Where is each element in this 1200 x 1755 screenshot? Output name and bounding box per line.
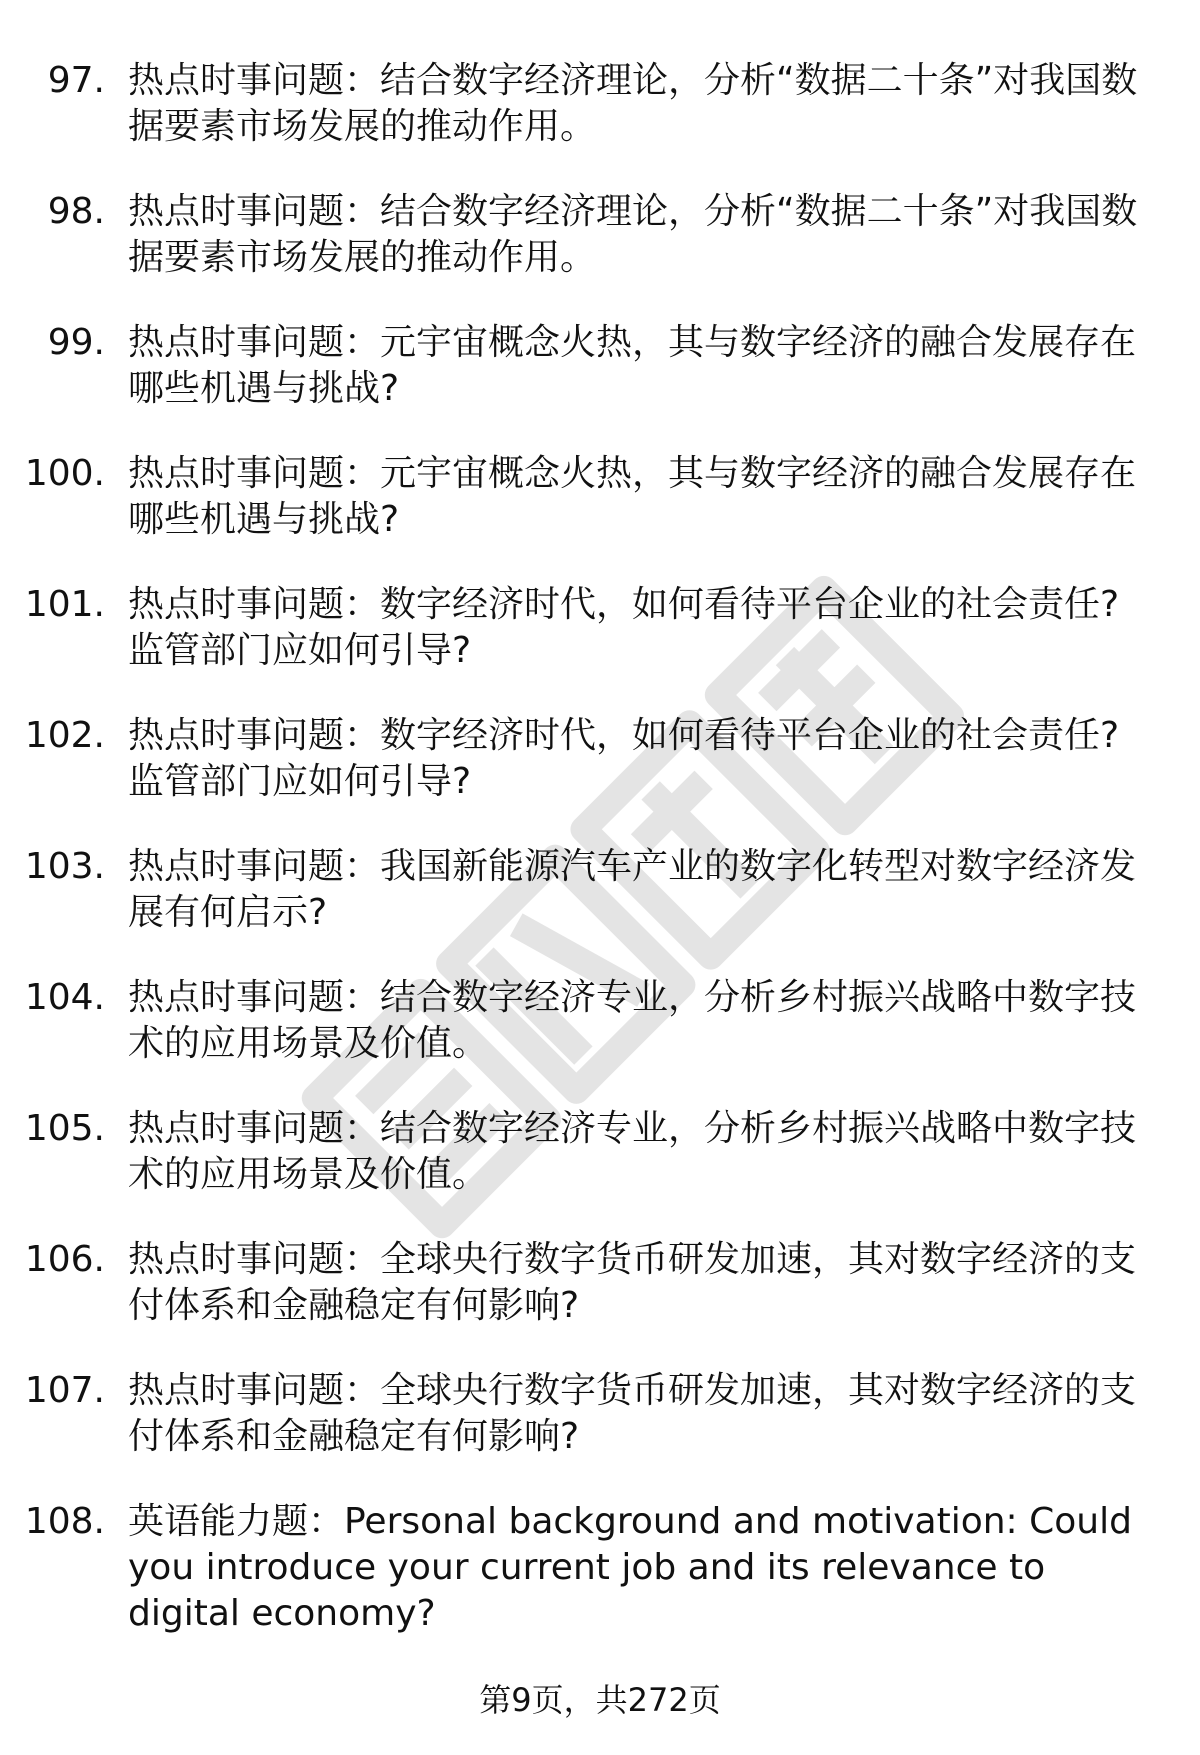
question-number: 108. — [24, 1501, 105, 1542]
question-text: 热点时事问题：全球央行数字货币研发加速，其对数字经济的支付体系和金融稳定有何影响? — [128, 1370, 1137, 1457]
question-item — [0, 713, 1200, 844]
question-item — [0, 189, 1200, 320]
question-item — [0, 451, 1200, 582]
question-number: 100. — [24, 453, 105, 494]
question-number: 105. — [24, 1108, 105, 1149]
question-text: 热点时事问题：数字经济时代，如何看待平台企业的社会责任?监管部门应如何引导? — [128, 584, 1120, 671]
question-text: 热点时事问题：元宇宙概念火热，其与数字经济的融合发展存在哪些机遇与挑战? — [128, 453, 1137, 540]
page-footer: 第9页，共272页 — [479, 1681, 721, 1719]
question-number: 106. — [24, 1239, 105, 1280]
question-item — [0, 320, 1200, 451]
question-item — [0, 1106, 1200, 1237]
question-text: 热点时事问题：结合数字经济专业，分析乡村振兴战略中数字技术的应用场景及价值。 — [128, 1108, 1137, 1195]
question-number: 104. — [24, 977, 105, 1018]
question-text: 热点时事问题：元宇宙概念火热，其与数字经济的融合发展存在哪些机遇与挑战? — [128, 322, 1137, 409]
question-text: 英语能力题：Personal background and motivation: Could you introduce your current job and its relevance to digital economy? — [128, 1501, 1132, 1634]
question-item — [0, 1237, 1200, 1368]
question-text: 热点时事问题：结合数字经济专业，分析乡村振兴战略中数字技术的应用场景及价值。 — [128, 977, 1137, 1064]
question-item — [0, 582, 1200, 713]
question-list — [0, 58, 1200, 1669]
question-item — [0, 1499, 1200, 1669]
question-text: 热点时事问题：数字经济时代，如何看待平台企业的社会责任?监管部门应如何引导? — [128, 715, 1120, 802]
question-item — [0, 975, 1200, 1106]
question-item — [0, 844, 1200, 975]
question-text: 热点时事问题：我国新能源汽车产业的数字化转型对数字经济发展有何启示? — [128, 846, 1137, 933]
question-item — [0, 1368, 1200, 1499]
question-number: 99. — [47, 322, 105, 363]
question-text: 热点时事问题：结合数字经济理论，分析“数据二十条”对我国数据要素市场发展的推动作用。 — [128, 191, 1138, 278]
question-number: 101. — [24, 584, 105, 625]
question-number: 102. — [24, 715, 105, 756]
question-number: 103. — [24, 846, 105, 887]
question-item — [0, 58, 1200, 189]
question-number: 107. — [24, 1370, 105, 1411]
question-number: 97. — [47, 60, 105, 101]
question-text: 热点时事问题：全球央行数字货币研发加速，其对数字经济的支付体系和金融稳定有何影响? — [128, 1239, 1137, 1326]
question-number: 98. — [47, 191, 105, 232]
question-text: 热点时事问题：结合数字经济理论，分析“数据二十条”对我国数据要素市场发展的推动作用。 — [128, 60, 1138, 147]
